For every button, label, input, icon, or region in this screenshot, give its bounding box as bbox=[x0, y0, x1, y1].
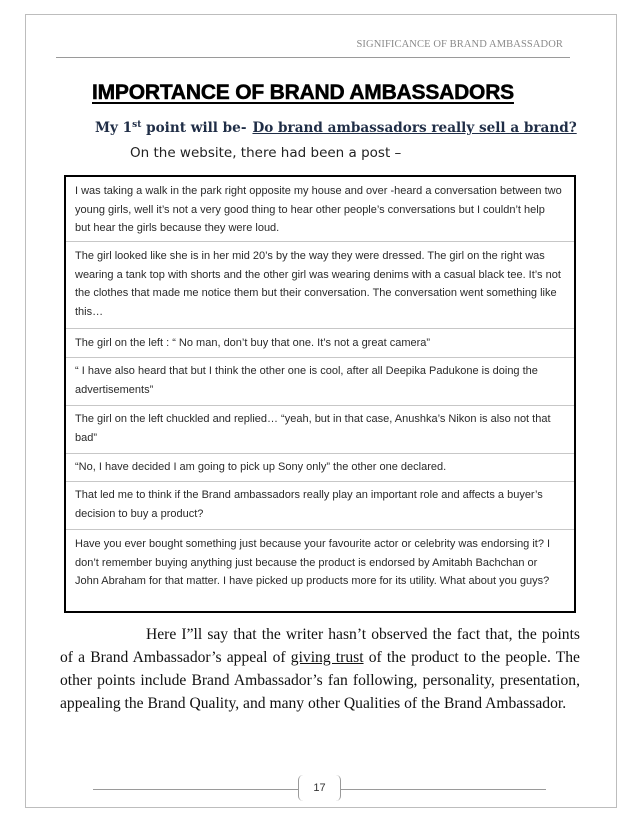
running-header: SIGNIFICANCE OF BRAND AMBASSADOR bbox=[356, 39, 563, 50]
body-underlined-phrase: giving trust bbox=[290, 649, 364, 666]
quote-paragraph: The girl on the left chuckled and replied… “yeah, but in that case, Anushka’s Nikon is also not that bad” bbox=[75, 413, 551, 444]
page-title: IMPORTANCE OF BRAND AMBASSADORS bbox=[92, 81, 514, 104]
quote-divider bbox=[66, 529, 574, 530]
page-number: 17 bbox=[298, 775, 341, 801]
quote-paragraph: Have you ever bought something just because your favourite actor or celebrity was endorsing it? I don’t remember buying anything just because the product is endorsed by Amitabh Bachchan or John Abraham for that matter. I have picked up products more for its utility. What about you guys? bbox=[75, 538, 551, 588]
point-ordinal-suffix: st bbox=[132, 120, 142, 130]
quote-paragraph: The girl looked like she is in her mid 20’s by the way they were dressed. The girl on the right was wearing a tank top with shorts and the other girl was wearing denims with a casual black tee. It’s not the clothes that made me notice them but their conversation. The conversation went something like this… bbox=[75, 250, 561, 318]
footer-rule-left bbox=[93, 789, 299, 790]
header-rule bbox=[56, 57, 570, 58]
quote-paragraph: I was taking a walk in the park right opposite my house and over -heard a conversation between two young girls, well it’s not a very good thing to hear other people’s conversations but I couldn’t help but hear the girls because they were loud. bbox=[75, 185, 562, 235]
quote-divider bbox=[66, 357, 574, 358]
footer-rule-right bbox=[340, 789, 546, 790]
quote-divider bbox=[66, 328, 574, 329]
point-question: Do brand ambassadors really sell a brand? bbox=[252, 120, 577, 136]
quote-divider bbox=[66, 405, 574, 406]
quoted-post-box bbox=[64, 175, 576, 613]
quote-divider bbox=[66, 241, 574, 242]
body-text-start: Here I”ll say that the writer hasn’t observed the fact that, the points of a Brand Ambassador’s appeal of bbox=[60, 626, 580, 666]
point-heading bbox=[95, 120, 577, 136]
quote-divider bbox=[66, 453, 574, 454]
body-paragraph bbox=[60, 623, 580, 715]
intro-line: On the website, there had been a post – bbox=[130, 145, 402, 161]
point-lead-rest: point will be- bbox=[141, 120, 247, 136]
quote-divider bbox=[66, 481, 574, 482]
quote-paragraph: “No, I have decided I am going to pick up Sony only” the other one declared. bbox=[75, 461, 447, 473]
quote-paragraph: The girl on the left : “ No man, don’t buy that one. It’s not a great camera” bbox=[75, 337, 431, 349]
quote-paragraph: “ I have also heard that but I think the other one is cool, after all Deepika Padukone is doing the advertisements” bbox=[75, 365, 538, 396]
body-text-end: of the product to the people. The other points include Brand Ambassador’s fan following, personality, presentation, appealing the Brand Quality, and many other Qualities of the Brand Ambassador. bbox=[60, 649, 580, 712]
point-lead: My 1 bbox=[95, 120, 133, 136]
quote-paragraph: That led me to think if the Brand ambassadors really play an important role and affects a buyer’s decision to buy a product? bbox=[75, 489, 543, 520]
